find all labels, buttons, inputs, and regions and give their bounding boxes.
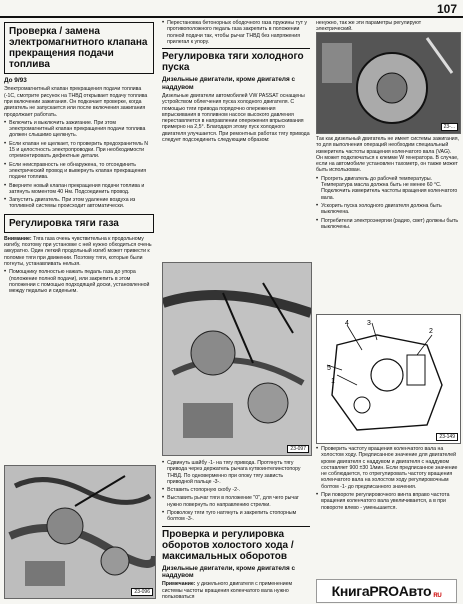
cable-steps [162, 460, 310, 523]
bullet-text: При повороте регулировочного винта вправо частота вращения коленчатого вала увеличивается, а в при повороте влево - уменьшается. [321, 492, 450, 511]
bullet-icon: • [316, 202, 319, 209]
bullet-text: Перестановка бетонорных ободочного газа пружины тут у противоположного педаль газа закрепить в положении полной подачи так, чтобы рычаг ТНВД без напряжения прилегал к упору. [167, 20, 308, 45]
page-number: 107 [436, 2, 457, 16]
bullet-icon: • [316, 217, 319, 224]
bullet-icon: • [162, 20, 165, 26]
bullet-text: Проволоку тяги туго натянуть и закрепить стопорным болтом -3-. [167, 510, 297, 523]
bullet-text: Прогреть двигатель до рабочей температуры. Температура масла должна быть не менее 60 °С. Подключить измеритель частоты вращения коленчатого вала. [321, 175, 458, 201]
bullet-item [162, 20, 310, 45]
diagram-label: 3 [367, 320, 371, 327]
bullet-icon: • [4, 119, 7, 126]
bullet-icon: • [4, 161, 7, 168]
figure-code: 23-097 [287, 445, 309, 453]
bullet-icon: • [4, 140, 7, 147]
valve-intro: Электромагнитный клапан прекращения подачи топлива (-1С, смотрите рисунок на ТНВД открывает подачу топлива при включении зажигания. Он подкачает проверке, когда двигатель не запускается или после включения зажигания продолжает работать. [4, 86, 148, 118]
bullet-item [4, 197, 154, 210]
bullet-text: Помощнику полностью нажать педаль газа до упора (положение полной подачи), или закрепить в этом положении с помощью подходящей доски, установленной между педалью и сиденьем. [9, 269, 150, 295]
diagram-label: 5 [327, 365, 331, 372]
bullet-item [4, 162, 154, 181]
prep-steps [316, 176, 459, 230]
bullet-item [162, 487, 310, 493]
bullet-item [162, 510, 310, 523]
column-3-mid [316, 136, 459, 232]
header-rule [0, 16, 463, 18]
section-title-idle: Проверка и регулировка оборотов холостого хода / максимальных оборотов [162, 526, 310, 562]
logo-suffix: RU [433, 593, 442, 599]
bullet-icon: • [316, 446, 319, 452]
column-2 [162, 20, 310, 145]
bullet-icon: • [162, 495, 165, 502]
bullet-item [4, 269, 154, 294]
bullet-icon: • [162, 460, 165, 466]
note-text-2: у дизельного двигателя с применением системы частоты вращения коленчатого вала нужно пользоваться [162, 581, 293, 601]
bullet-text: Вверните новый клапан прекращения подачи топлива и затянуть моментом 40 Нм. Подсоединить провод. [9, 182, 145, 195]
tach-text: Так как дизельный двигатель не имеет системы зажигания, то для выполнения операций необходим специальный измеритель частоты вращения коленчатого вала (VAG). Он может подключаться к клемме W генератора. В случае, если на автомобиле установлен тахометр, он также может быть использован. [316, 136, 459, 174]
bullet-text: Если неисправность не обнаружена, то отсоединить электрический провод и вывернуть клапан прекращения подачи топлива. [9, 161, 147, 181]
section-title-throttle: Регулировка тяги газа [4, 214, 154, 233]
bullet-text: Выставить рычаг тяги в положение "0", для чего рычаг нужно повернуть по направлению стрелки. [167, 495, 299, 508]
cold-start-text: Дизельные двигатели автомобилей VW PASSAT оснащены устройством облегчения пуска холодного двигателя. С помощью тяги привода порядочно опережения впрыскивания в топливном насосе высокого давления переставляется в направлении опережения впрыскивания примерно на 2,5°. Благодаря этому пуск холодного двигателя улучшается. При ремонтных работах тягу привода следует подсоединить следующим образом: [162, 93, 310, 144]
bullet-text: Вставить стопорную скобу -2-. [167, 487, 241, 494]
idle-steps [316, 446, 459, 511]
bullet-item [316, 203, 459, 216]
diagram-label: 4 [345, 320, 349, 327]
valve-steps [4, 120, 154, 210]
bullet-item [316, 492, 459, 511]
column-3-lower [316, 446, 459, 513]
throttle-steps [4, 269, 154, 294]
engine-photo-1 [5, 466, 155, 598]
diagram-label: 1 [331, 378, 335, 385]
pedal-steps [162, 20, 310, 45]
note-label: Внимание: [4, 235, 32, 242]
bullet-icon: • [4, 182, 7, 189]
bullet-text: Потребители электроэнергии (радио, свет) должны быть выключены. [321, 217, 459, 230]
bullet-text: Включить и выключить зажигание. При этом электромагнитный клапан прекращения подачи топлива должен слышимо щелкнуть. [9, 119, 146, 139]
engine-photo-2 [163, 263, 311, 455]
bullet-text: Сдвинуть шайбу -1- на тягу привода. Протянуть тягу привода через держатель рычага кутвоинтелинстопору ТНВД. По одноверменно при опоку тягу зависть приводной пальце -3-. [167, 460, 301, 485]
bullet-text: Запустить двигатель. При этом удаление воздуха из топливной системы происходит автоматически. [9, 197, 136, 210]
bullet-item [316, 218, 459, 231]
note-text: Тяга газа очень чувствительна к продольному изгибу, поэтому при установке с ней нужно обходиться очень аккуратно. Один легкий продольный изгиб может привести к поломке тяги при движении. Поэтому тяги, которые были погнуты, устанавливать нельзя. [4, 235, 152, 267]
bullet-item [4, 183, 154, 196]
bullet-icon: • [162, 510, 165, 517]
publisher-logo [316, 579, 457, 603]
note-label-2: Примечание: [162, 581, 196, 588]
column-1 [4, 20, 154, 296]
model-date: До 9/93 [4, 77, 27, 84]
figure-code: 23-096 [131, 588, 153, 596]
bullet-item [162, 495, 310, 508]
figure-idle-photo [316, 32, 461, 134]
figure-cold-start [162, 262, 312, 456]
bullet-item [4, 120, 154, 139]
bullet-icon: • [4, 269, 7, 276]
throttle-note [4, 236, 154, 267]
figure-code: 23-... [441, 123, 458, 131]
bullet-item [316, 446, 459, 490]
engine-type-2: Дизельные двигатели, кроме двигателя с наддувом [162, 564, 296, 580]
bullet-icon: • [4, 197, 7, 204]
bullet-icon: • [162, 487, 165, 494]
bullet-text: Ускорить пуска холодного двигателя должна быть выключена. [321, 202, 442, 216]
bullet-item [162, 460, 310, 485]
figure-code: 23-149 [436, 433, 458, 441]
section-title-valve: Проверка / замена электромагнитного клапана прекращения подачи топлива [4, 22, 154, 74]
bullet-text: Если клапан не щелкает, то проверить предохранитель N 15 и целостность электропроводки. При необходимости отремонтировать дефектные детали. [9, 140, 149, 160]
bullet-item [4, 141, 154, 160]
bullet-icon: • [316, 492, 319, 499]
pump-diagram [317, 315, 460, 443]
section-title-cold-start: Регулировка тяги холодного пуска [162, 48, 310, 73]
diagram-label: 2 [429, 328, 433, 335]
figure-pump-diagram [316, 314, 461, 444]
engine-photo-3 [317, 33, 460, 133]
engine-type: Дизельные двигатели, кроме двигателя с наддувом [162, 76, 296, 91]
idle-note [162, 581, 310, 600]
bullet-item [316, 176, 459, 201]
logo-text: КнигаPROАвто [331, 583, 432, 599]
top-text: ненужно, так же эти параметры регулируют электрический. [316, 20, 422, 33]
bullet-text: Проверить частоту вращения коленчатого вала на холостом ходу. Предписанное значение для двигателей кроме двигателя с наддувом и двигателя с наддувом составляет 900 ±30 1/мин. Если предписанное значение не соблюдается, то отрегулировать частоту вращения коленчатого вала на холостом ходу регулировочным болтом -1- до предписанного значения. [321, 446, 458, 490]
bullet-icon: • [316, 175, 319, 182]
figure-throttle-linkage [4, 465, 156, 599]
column-2-lower [162, 460, 310, 602]
